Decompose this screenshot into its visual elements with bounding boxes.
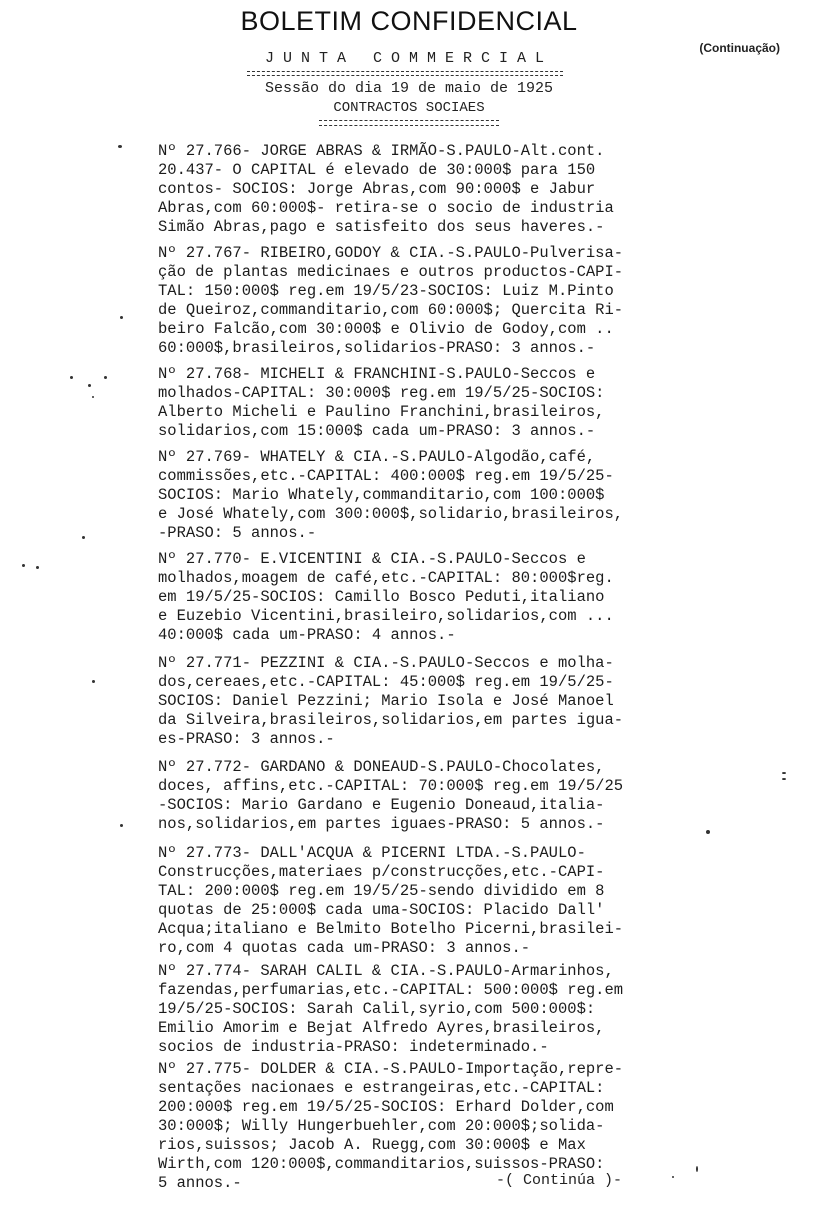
entry-line: Construcções,materiaes p/construcções,etc.-CAPI- (158, 863, 605, 881)
entry-line: 19/5/25-SOCIOS: Sarah Calil,syrio,com 500:000$: (158, 1000, 596, 1018)
continuation-note: (Continuação) (699, 41, 780, 55)
entry-line: ção de plantas medicinaes e outros productos-CAPI- (158, 263, 624, 281)
entry-line: doces, affins,etc.-CAPITAL: 70:000$ reg.em 19/5/25 (158, 777, 624, 795)
entry-line: TAL: 200:000$ reg.em 19/5/25-sendo dividido em 8 (158, 882, 605, 900)
entry-line: solidarios,com 15:000$ cada um-PRASO: 3 annos.- (158, 422, 596, 440)
entry-27773 (158, 844, 678, 958)
entry-line: Nº 27.769- WHATELY & CIA.-S.PAULO-Algodão,café, (158, 448, 596, 466)
entry-line: beiro Falcão,com 30:000$ e Olivio de Godoy,com .. (158, 320, 614, 338)
entry-line: 5 annos.- (158, 1174, 242, 1192)
entry-line: de Queiroz,commanditario,com 60:000$; Quercita Ri- (158, 301, 624, 319)
scan-speck (118, 145, 122, 148)
entry-line: -PRASO: 5 annos.- (158, 524, 317, 542)
entry-line: 40:000$ cada um-PRASO: 4 annos.- (158, 626, 456, 644)
entry-line: em 19/5/25-SOCIOS: Camillo Bosco Peduti,italiano (158, 588, 605, 606)
document-title: BOLETIM CONFIDENCIAL (240, 6, 578, 36)
entry-line: contos- SOCIOS: Jorge Abras,com 90:000$ e Jabur (158, 180, 596, 198)
scan-speck (706, 830, 710, 834)
entry-line: Wirth,com 120:000$,commanditarios,suissos-PRASO: (158, 1155, 605, 1173)
entry-line: SOCIOS: Daniel Pezzini; Mario Isola e José Manoel (158, 692, 614, 710)
entry-line: SOCIOS: Mario Whately,commanditario,com 100:000$ (158, 486, 605, 504)
entry-line: dos,cereaes,etc.-CAPITAL: 45:000$ reg.em 19/5/25- (158, 673, 614, 691)
entry-27767 (158, 244, 678, 358)
scan-speck (36, 566, 39, 569)
entry-line: Acqua;italiano e Belmito Botelho Picerni,brasilei- (158, 920, 624, 938)
entry-line: quotas de 25:000$ cada uma-SOCIOS: Placido Dall' (158, 901, 605, 919)
scan-speck (782, 772, 786, 774)
section-underline (247, 71, 563, 72)
scan-speck (120, 316, 123, 319)
entry-line: sentações nacionaes e estrangeiras,etc.-CAPITAL: (158, 1079, 605, 1097)
entry-line: socios de industria-PRASO: indeterminado.- (158, 1038, 549, 1056)
section-underline-2 (247, 75, 563, 76)
entry-line: Nº 27.773- DALL'ACQUA & PICERNI LTDA.-S.PAULO- (158, 844, 586, 862)
entry-line: ro,com 4 quotas cada um-PRASO: 3 annos.- (158, 939, 531, 957)
entry-line: 200:000$ reg.em 19/5/25-SOCIOS: Erhard Dolder,com (158, 1098, 614, 1116)
entry-line: Alberto Micheli e Paulino Franchini,brasileiros, (158, 403, 605, 421)
subsection-heading: CONTRACTOS SOCIAES (333, 100, 485, 116)
scan-speck (88, 384, 91, 387)
scan-speck (92, 396, 94, 398)
scan-speck (82, 536, 85, 539)
entry-line: -SOCIOS: Mario Gardano e Eugenio Doneaud,italia- (158, 796, 605, 814)
entry-line: Nº 27.771- PEZZINI & CIA.-S.PAULO-Seccos e molha- (158, 654, 614, 672)
entry-27768 (158, 365, 678, 441)
entry-line: Nº 27.768- MICHELI & FRANCHINI-S.PAULO-Seccos e (158, 365, 596, 383)
scan-speck (120, 824, 123, 827)
entry-line: es-PRASO: 3 annos.- (158, 730, 335, 748)
scan-speck (92, 680, 95, 683)
entry-27769 (158, 448, 678, 543)
scan-speck (22, 564, 25, 567)
entry-line: molhados,moagem de café,etc.-CAPITAL: 80:000$reg. (158, 569, 614, 587)
entry-line: Nº 27.772- GARDANO & DONEAUD-S.PAULO-Chocolates, (158, 758, 605, 776)
entry-line: e José Whately,com 300:000$,solidario,brasileiros, (158, 505, 624, 523)
entry-line: 20.437- O CAPITAL é elevado de 30:000$ para 150 (158, 161, 596, 179)
scan-speck (696, 1166, 698, 1172)
entry-line: da Silveira,brasileiros,solidarios,em partes igua- (158, 711, 624, 729)
continues-note: -( Continúa )- (496, 1172, 623, 1189)
entry-line: molhados-CAPITAL: 30:000$ reg.em 19/5/25-SOCIOS: (158, 384, 605, 402)
subsection-underline (319, 120, 499, 121)
entry-line: e Euzebio Vicentini,brasileiro,solidarios,com ... (158, 607, 614, 625)
entry-line: Nº 27.766- JORGE ABRAS & IRMÃO-S.PAULO-Alt.cont. (158, 142, 605, 160)
entry-27766 (158, 142, 678, 237)
scan-speck (672, 1176, 674, 1178)
entry-line: Nº 27.767- RIBEIRO,GODOY & CIA.-S.PAULO-Pulverisa- (158, 244, 624, 262)
scan-speck (104, 376, 107, 379)
entry-line: nos,solidarios,em partes iguaes-PRASO: 5 annos.- (158, 815, 605, 833)
scan-speck (782, 778, 786, 780)
entry-27774 (158, 962, 678, 1057)
entry-27772 (158, 758, 678, 834)
entry-27771 (158, 654, 678, 749)
entry-line: TAL: 150:000$ reg.em 19/5/23-SOCIOS: Luiz M.Pinto (158, 282, 614, 300)
entry-line: fazendas,perfumarias,etc.-CAPITAL: 500:000$ reg.em (158, 981, 624, 999)
entry-line: 30:000$; Willy Hungerbuehler,com 20:000$;solida- (158, 1117, 605, 1135)
entry-line: Nº 27.775- DOLDER & CIA.-S.PAULO-Importação,repre- (158, 1060, 624, 1078)
subsection-underline-2 (319, 125, 499, 126)
entry-line: rios,suissos; Jacob A. Ruegg,com 30:000$ e Max (158, 1136, 586, 1154)
scan-speck (70, 376, 73, 379)
section-heading: JUNTA COMMERCIAL (264, 50, 554, 67)
entry-line: 60:000$,brasileiros,solidarios-PRASO: 3 annos.- (158, 339, 596, 357)
entry-line: Abras,com 60:000$- retira-se o socio de industria (158, 199, 614, 217)
entry-line: Nº 27.770- E.VICENTINI & CIA.-S.PAULO-Seccos e (158, 550, 586, 568)
entry-line: Nº 27.774- SARAH CALIL & CIA.-S.PAULO-Armarinhos, (158, 962, 614, 980)
entry-27770 (158, 550, 678, 645)
session-date: Sessão do dia 19 de maio de 1925 (264, 80, 554, 97)
entry-line: Emilio Amorim e Bejat Alfredo Ayres,brasileiros, (158, 1019, 605, 1037)
entry-line: commissões,etc.-CAPITAL: 400:000$ reg.em 19/5/25- (158, 467, 614, 485)
entry-line: Simão Abras,pago e satisfeito dos seus haveres.- (158, 218, 605, 236)
